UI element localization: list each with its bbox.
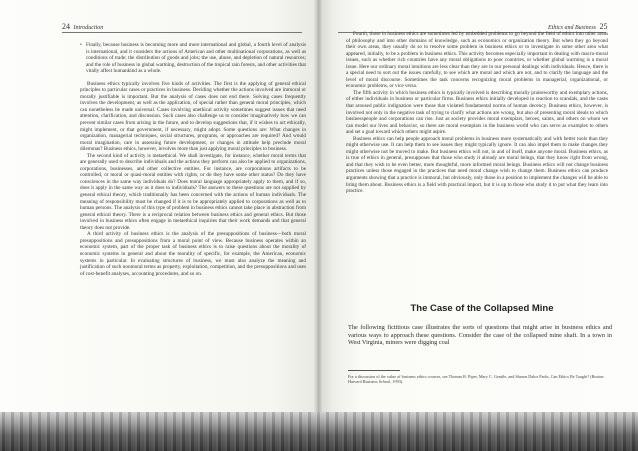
left-header (62, 22, 103, 31)
right-text-column (346, 31, 608, 195)
book-gutter (314, 0, 322, 451)
footnote-text: For a discussion of the value of business ethics courses, see Thomas R. Piper, Mary C. Gentile, and Sharon Daloz Parks, Can Ethics Be Taught? (Boston: Harvard Business School, 1993). (348, 374, 605, 385)
left-paragraph-4: A third activity of business ethics is the analysis of the presuppositions of business—both moral presuppositions and presuppositions from a moral point of view. Because business operates within an economic system, part of the proper task of business ethics is to raise questions about the morality of economic systems in general and about the morality of specific, for example, the American, economic systems in particular. In evaluating structures of business, we must also analyze the meaning and justification of such nonmoral terms as property, exploitation, competition, and the presuppositions and uses of cost-benefit analyses, accounting procedures, and so on. (80, 231, 306, 277)
right-paragraph-1: Fourth, those in business ethics are sometimes led by embedded problems to go beyond the field of ethics into other areas of philosophy and into other domains of knowledge, such as economics or organization theory. But when they go beyond their own areas, they usually do so to resolve some problem in business ethics or to investigate in some other area what appeared, initially, to be a problem in business ethics. This activity becomes especially important in dealing with macro-moral issues, such as whether rich countries have any moral obligations to poor countries, or whether global warming is a moral issue. Here our ordinary moral intuitions are less clear than they are in our personal dealings with individuals. Hence, there is a special need to sort out the issues carefully, to see which are moral and which are not, and to clarify the language and the level of moral discourse. Sometimes the task concerns recognizing moral problems in managerial, organizational, or economic problems, or vice versa. (346, 31, 608, 90)
left-paragraph-2: Business ethics typically involves five kinds of activities. The first is the applying of general ethical principles to particular cases or practices in business. Deciding whether the actions involved are immoral or morally justifiable is important. But the analysis of cases does not end there. Solving cases frequently involves the development, as well as the application, of special rather than general moral principles, which can nonetheless be made universal. Cases involving unethical activity sometimes suggest issues that need attention, clarification, and discussion. Such cases also challenge us to consider imaginatively how we can prevent similar cases from arising in the future, and to develop suggestions that, if it wishes to act ethically, might implement, or that government, if necessary, might adopt. Some questions are: What changes in organization, managerial techniques, social structures, programs, or approaches are required? And would moral imagination, care in assessing future development, or changes in attitude help preclude moral dilemmas? Business ethics, however, involves more than just applying moral principles to business. (80, 80, 306, 153)
section-body-text: The following fictitious case illustrates the sorts of questions that might arise in business ethics and various ways to approach these questions. Consider the case of the collapsed mine shaft. In a town in West Virginia, miners were digging coal (348, 324, 612, 347)
right-paragraph-2: The fifth activity in which business ethics is typically involved is describing morally praiseworthy and exemplary actions, of either individuals in business or particular firms. Business ethics initially developed in reaction to scandals, and the cases that aroused public indignation were those that violated fundamental norms of human decency. Business ethics, however, is involved not only in the negative task of trying to clarify what actions are wrong, but also of presenting moral ideals to which businesspeople and corporations can rise. Just as society provides moral exemplars, heroes, saints, and others on whom we can model our lives and behavior, so there are moral exemplars in the business world who can serve as examples to others and set a goal toward which others might aspire. (346, 89, 608, 136)
left-text-column (80, 42, 306, 277)
section-heading: The Case of the Collapsed Mine (410, 303, 554, 314)
left-running-head: Introduction (73, 25, 104, 31)
left-paragraph-1: • Finally, because business is becoming more and more international and global, a fourth level of analysis is international, and it considers the actions of American and other multinational corporations, as well as conditions of trade; the distribution of goods and jobs; the use, abuse, and depletion of natural resources; and the role of business in global warming, destruction of the tropical rain forests, and other activities that vitally affect humankind as a whole. (80, 42, 306, 75)
left-page-number: 24 (62, 22, 70, 31)
left-paragraph-3: The second kind of activity is metaethical. We shall investigate, for instance, whether moral terms that are generally used to describe individuals and the actions they perform can also be applied to organizations, corporations, businesses, and other collective entities. For instance, are corporations artifacts to be controlled, or moral or quasi-moral entities with rights, or do they have some other status? Do they have consciences in the same way individuals do? Does moral language appropriately apply to them, and if so, does it apply in the same way as it does to individuals? The answers to these questions are not supplied by general ethical theory, which traditionally has been concerned with the actions of human individuals. The meaning of responsibility must be changed if it is to be appropriately applied to corporations as well as to human persons. The analysis of this type of problem in business ethics cannot take place in abstraction from general ethical theory. There is a reciprocal relation between business ethics and general ethics. But those involved in business ethics often engage in metaethical inquiries that their work demands and that general theory does not provide. (80, 152, 306, 231)
left-header-rule (62, 32, 302, 33)
footnote (348, 374, 610, 384)
footnote-rule (348, 370, 400, 371)
section-body (348, 324, 612, 347)
right-header (548, 22, 608, 31)
right-page-number: 25 (599, 22, 608, 31)
right-running-head: Ethics and Business (548, 25, 596, 31)
book-page-edges (0, 412, 638, 451)
right-paragraph-3: Business ethics can help people approach moral problems in business more systematically and with better tools than they might otherwise use. It can help them to see issues they might typically ignore. It can also impel them to make changes they might otherwise not be moved to make. But business ethics will not, in and of itself, make anyone moral. Business ethics, as is true of ethics in general, presupposes that those who study it already are moral beings, that they know right from wrong, and that they wish to be even better, more thoughtful, more informed moral beings. Business ethics will not change business practices unless those engaged in the practices that need moral change wish to change them. Business ethics can produce arguments showing that a practice is immoral, but obviously, only those in a position to implement the changes will be able to bring them about. Business ethics is a field with practical import, but it is up to those who study it to put what they learn into practice. (346, 135, 608, 195)
